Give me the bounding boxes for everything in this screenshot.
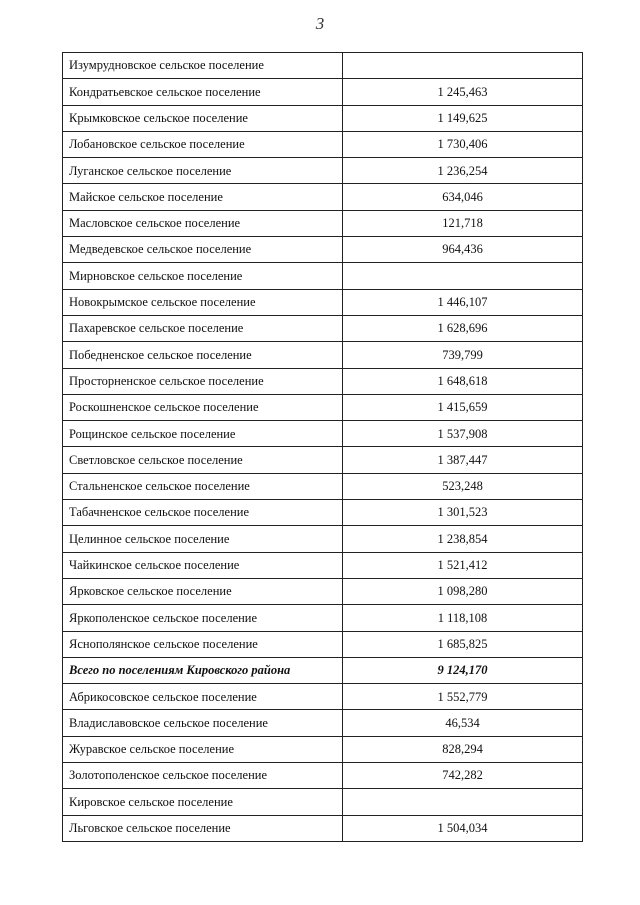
settlement-value: 1 236,254: [343, 158, 583, 184]
settlement-name: Светловское сельское поселение: [63, 447, 343, 473]
table-row: [63, 552, 583, 578]
table-row: [63, 315, 583, 341]
settlement-value: 1 098,280: [343, 578, 583, 604]
settlement-value: 1 238,854: [343, 526, 583, 552]
table-row: [63, 105, 583, 131]
table-row: [63, 237, 583, 263]
settlement-name: Луганское сельское поселение: [63, 158, 343, 184]
table-row: [63, 605, 583, 631]
settlements-table: [62, 52, 583, 842]
table-row: [63, 473, 583, 499]
settlement-value: 1 301,523: [343, 500, 583, 526]
settlement-name: Просторненское сельское поселение: [63, 368, 343, 394]
table-row: [63, 394, 583, 420]
table-row: [63, 131, 583, 157]
settlement-value: 1 245,463: [343, 79, 583, 105]
settlement-name: Стальненское сельское поселение: [63, 473, 343, 499]
settlement-name: Журавское сельское поселение: [63, 736, 343, 762]
settlement-value: 1 628,696: [343, 315, 583, 341]
settlement-name: Чайкинское сельское поселение: [63, 552, 343, 578]
settlement-name: Абрикосовское сельское поселение: [63, 684, 343, 710]
total-value: 9 124,170: [343, 657, 583, 683]
settlement-name: Кондратьевское сельское поселение: [63, 79, 343, 105]
settlement-value: 1 521,412: [343, 552, 583, 578]
table-row: [63, 578, 583, 604]
settlement-value: 1 730,406: [343, 131, 583, 157]
settlement-value: 1 504,034: [343, 815, 583, 841]
settlement-name: Рощинское сельское поселение: [63, 421, 343, 447]
settlement-name: Изумрудновское сельское поселение: [63, 53, 343, 79]
settlement-name: Ярковское сельское поселение: [63, 578, 343, 604]
table-row: [63, 710, 583, 736]
table-row: [63, 53, 583, 79]
settlement-value: 1 537,908: [343, 421, 583, 447]
table-row: [63, 342, 583, 368]
settlement-name: Медведевское сельское поселение: [63, 237, 343, 263]
settlement-value: 1 149,625: [343, 105, 583, 131]
settlement-name: Майское сельское поселение: [63, 184, 343, 210]
settlement-name: Льговское сельское поселение: [63, 815, 343, 841]
settlement-value: 1 446,107: [343, 289, 583, 315]
settlement-value: 1 685,825: [343, 631, 583, 657]
settlement-name: Новокрымское сельское поселение: [63, 289, 343, 315]
table-row: [63, 421, 583, 447]
table-row: [63, 184, 583, 210]
settlement-value: 1 648,618: [343, 368, 583, 394]
settlement-name: Яркополенское сельское поселение: [63, 605, 343, 631]
settlement-value: 46,534: [343, 710, 583, 736]
settlement-name: Кировское сельское поселение: [63, 789, 343, 815]
table-row: [63, 631, 583, 657]
table-row: [63, 763, 583, 789]
settlement-value: 964,436: [343, 237, 583, 263]
table-row: [63, 289, 583, 315]
settlement-value: 634,046: [343, 184, 583, 210]
total-row: [63, 657, 583, 683]
settlement-value: 1 552,779: [343, 684, 583, 710]
settlement-value: [343, 263, 583, 289]
settlement-value: 523,248: [343, 473, 583, 499]
settlement-name: Яснополянское сельское поселение: [63, 631, 343, 657]
settlement-name: Табачненское сельское поселение: [63, 500, 343, 526]
settlement-value: 828,294: [343, 736, 583, 762]
table-row: [63, 368, 583, 394]
settlement-name: Роскошненское сельское поселение: [63, 394, 343, 420]
table-row: [63, 684, 583, 710]
page-number: 3: [315, 14, 325, 33]
settlement-name: Целинное сельское поселение: [63, 526, 343, 552]
table-row: [63, 789, 583, 815]
settlement-value: 739,799: [343, 342, 583, 368]
table-row: [63, 500, 583, 526]
settlement-name: Лобановское сельское поселение: [63, 131, 343, 157]
settlement-name: Золотополенское сельское поселение: [63, 763, 343, 789]
table-row: [63, 263, 583, 289]
table-row: [63, 736, 583, 762]
settlement-value: [343, 789, 583, 815]
table-row: [63, 447, 583, 473]
total-label: Всего по поселениям Кировского района: [63, 657, 343, 683]
settlement-value: 742,282: [343, 763, 583, 789]
settlement-name: Мирновское сельское поселение: [63, 263, 343, 289]
settlement-value: 1 415,659: [343, 394, 583, 420]
settlement-name: Пахаревское сельское поселение: [63, 315, 343, 341]
settlement-name: Масловское сельское поселение: [63, 210, 343, 236]
settlement-name: Крымковское сельское поселение: [63, 105, 343, 131]
table-row: [63, 815, 583, 841]
table-row: [63, 526, 583, 552]
table-row: [63, 79, 583, 105]
settlement-value: 1 387,447: [343, 447, 583, 473]
settlement-value: [343, 53, 583, 79]
table-row: [63, 158, 583, 184]
settlement-name: Победненское сельское поселение: [63, 342, 343, 368]
table-row: [63, 210, 583, 236]
settlement-value: 121,718: [343, 210, 583, 236]
settlement-name: Владиславовское сельское поселение: [63, 710, 343, 736]
settlement-value: 1 118,108: [343, 605, 583, 631]
